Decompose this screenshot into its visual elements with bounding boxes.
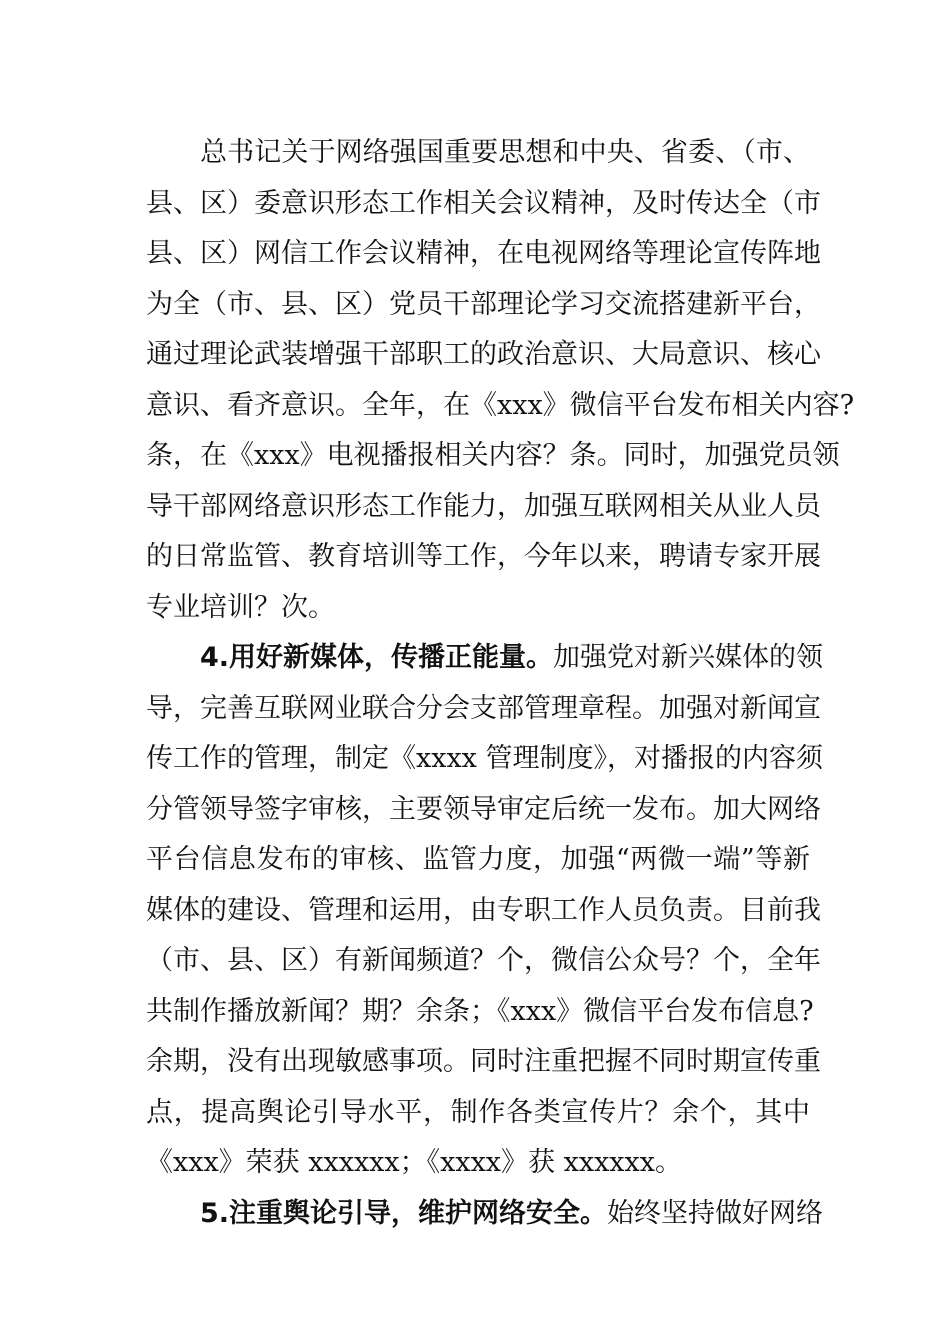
paragraph-2: [146, 633, 824, 1189]
text-line: 导干部网络意识形态工作能力，加强互联网相关从业人员: [146, 490, 821, 522]
text-line: 导，完善互联网业联合分会支部管理章程。加强对新闻宣: [146, 692, 821, 724]
paragraph-3: [146, 1189, 824, 1240]
text-line: [146, 633, 824, 684]
text-line: 总书记关于网络强国重要思想和中央、省委、（市、: [200, 137, 810, 168]
text-line: 条，在《xxx》电视播报相关内容？条。同时，加强党员领: [146, 440, 840, 471]
paragraph-1: [146, 128, 855, 633]
text-line: 点，提高舆论引导水平，制作各类宣传片？余个，其中: [146, 1096, 810, 1128]
text-line: 的日常监管、教育培训等工作，今年以来，聘请专家开展: [146, 541, 821, 572]
text-line: 通过理论武装增强干部职工的政治意识、大局意识、核心: [146, 339, 821, 370]
section-heading-4: 4.用好新媒体，传播正能量。: [200, 642, 554, 673]
text-line: 余期，没有出现敏感事项。同时注重把握不同时期宣传重: [146, 1046, 821, 1077]
text-line: （市、县、区）有新闻频道？个，微信公众号？个，全年: [146, 945, 821, 976]
text-line: 传工作的管理，制定《xxxx 管理制度》，对播报的内容须: [146, 743, 823, 774]
text-line: 专业培训？次。: [146, 591, 335, 623]
text-line: 意识、看齐意识。全年，在《xxx》微信平台发布相关内容?: [146, 389, 855, 421]
text-line: 分管领导签字审核，主要领导审定后统一发布。加大网络: [146, 793, 821, 825]
text-line: 《xxx》荣获 xxxxxx；《xxxx》获 xxxxxx。: [146, 1147, 682, 1178]
text-line: [146, 1189, 824, 1240]
text-line: 县、区）网信工作会议精神，在电视网络等理论宣传阵地: [146, 238, 821, 269]
text-run: 加强党对新兴媒体的领: [553, 642, 824, 673]
document-body: [146, 128, 855, 1239]
section-heading-5: 5.注重舆论引导，维护网络安全。: [200, 1197, 608, 1229]
text-line: 共制作播放新闻？期？余条；《xxx》微信平台发布信息?: [146, 995, 814, 1027]
text-line: 县、区）委意识形态工作相关会议精神，及时传达全（市: [146, 187, 821, 219]
text-line: 媒体的建设、管理和运用，由专职工作人员负责。目前我: [146, 894, 821, 926]
text-line: 为全（市、县、区）党员干部理论学习交流搭建新平台，: [146, 288, 821, 320]
text-line: 平台信息发布的审核、监管力度，加强“两微一端”等新: [146, 844, 810, 875]
text-run: 始终坚持做好网络: [607, 1197, 824, 1229]
